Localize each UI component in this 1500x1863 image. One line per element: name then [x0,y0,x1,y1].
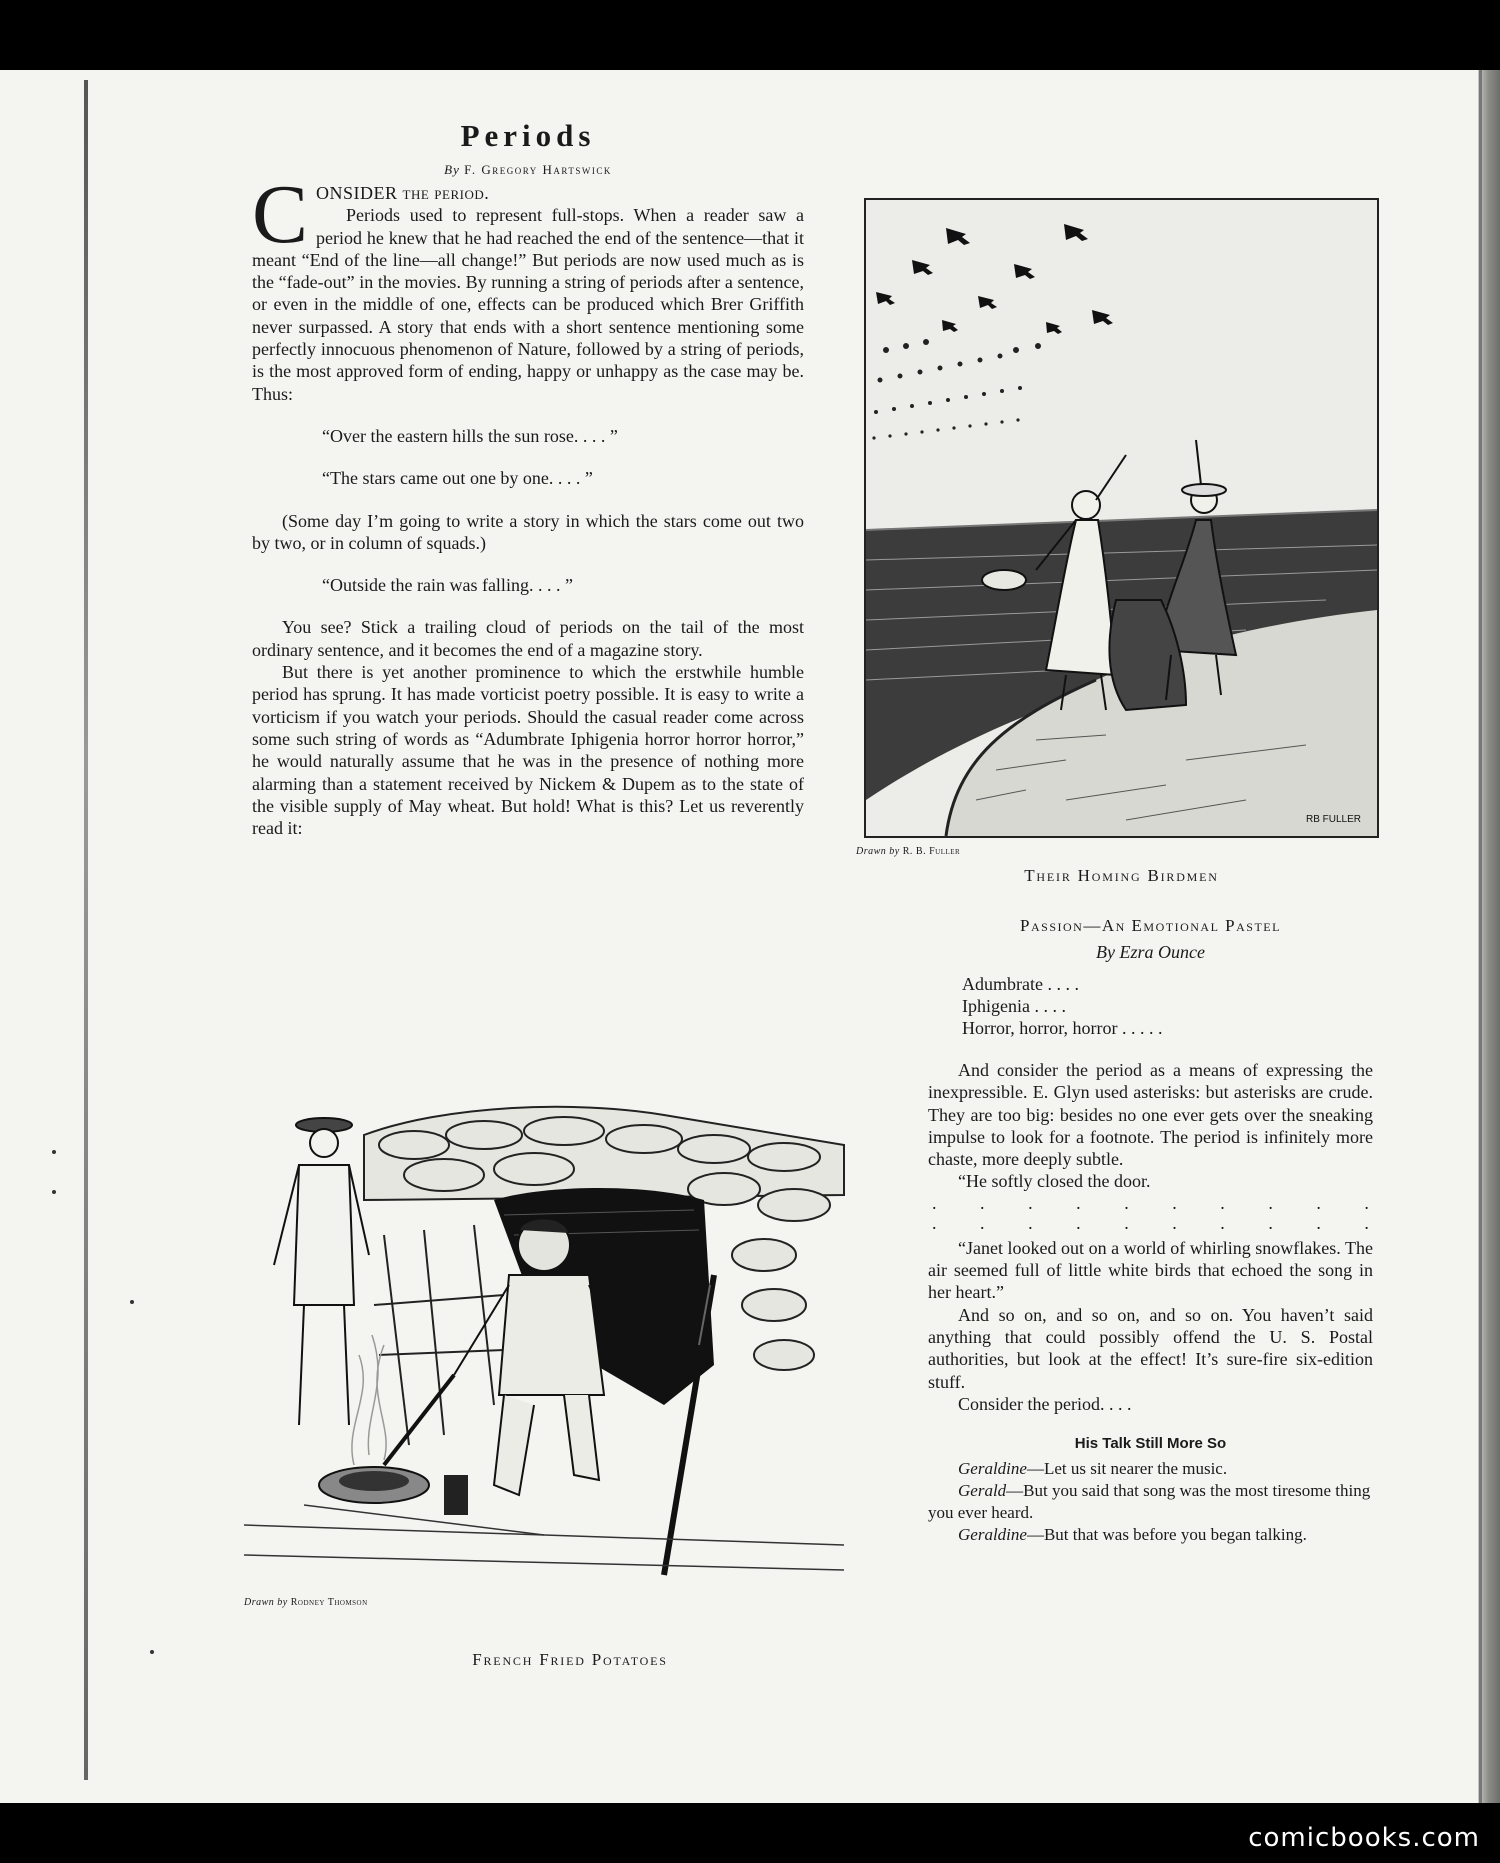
byline-author: F. Gregory Hartswick [464,162,612,177]
period-dot: . [1220,1192,1225,1213]
period-dot: . [1076,1192,1081,1213]
credit-prefix: Drawn by [244,1597,288,1608]
illustration-french-fried-potatoes [244,1105,864,1585]
illustration-caption-top: Their Homing Birdmen [1024,866,1219,885]
illustration-credit-top [856,846,960,857]
period-dot: . [1028,1192,1033,1213]
paragraph: Consider the period. . . . [958,1393,1132,1414]
period-dot: . [1028,1212,1033,1233]
trench-drawing [244,1105,864,1585]
paragraph: But there is yet another prominence to which the erstwhile humble period has sprung. It has made vorticist poetry possible. It is easy to write a vorticism if you watch your periods. Should the casual reader come across some such string of words as “Adumbrate Iphigenia horror horror horror,” he would naturally assume that he was in the presence of nothing more alarming than a statement received by Nickem & Dupem as to the state of the visible supply of May wheat. But hold! What is this? Let us reverently read it: [252,662,804,839]
credit-artist: R. B. Fuller [902,846,961,857]
poem-line: Iphigenia . . . . [962,996,1066,1016]
period-row [928,1193,1373,1213]
poem-body [962,973,1373,1039]
quote: “Outside the rain was falling. . . . ” [322,575,573,596]
illustration-caption-bottom: French Fried Potatoes [472,1650,668,1669]
joke-body [928,1458,1373,1546]
birdmen-drawing [866,200,1377,836]
page-gutter-left [84,80,88,1780]
period-dot: . [1364,1192,1369,1213]
quote: “He softly closed the door. [958,1171,1151,1192]
dialog-line [928,1458,1373,1480]
article-byline [252,162,804,178]
byline-prefix: By [444,162,460,177]
poem-title: Passion—An Emotional Pastel [1020,916,1281,935]
paragraph: Periods used to represent full-stops. When a reader saw a period he knew that he had reached the end of the sentence—that it meant “End of the line—all change!” But periods are now used much as is the “fade-out” in the movies. By running a string of periods after a sentence, or even in the middle of one, effects can be produced which Brer Griffith never surpassed. A story that ends with a short sentence mentioning some perfectly innocuous phenomenon of Nature, followed by a string of periods, is the most approved form of ending, happy or unhappy as the case may be. Thus: [252,205,804,404]
article-column [252,118,804,839]
period-dot: . [980,1192,985,1213]
speaker: Geraldine [958,1459,1027,1479]
speaker: Gerald [958,1481,1007,1501]
period-dot: . [1316,1192,1321,1213]
illustration-credit-bottom [244,1597,368,1608]
period-dot: . [1124,1192,1129,1213]
poem-line: Horror, horror, horror . . . . . [962,1018,1163,1038]
watermark-logo: comicbooks.com [1248,1823,1480,1853]
article-title: Periods [460,118,596,153]
print-speck [150,1650,154,1654]
joke-title: His Talk Still More So [1074,1435,1227,1453]
period-dot: . [932,1212,937,1233]
page-edge-line [1479,70,1482,1803]
drop-cap: C [252,168,309,261]
period-dot: . [1268,1192,1273,1213]
period-dot: . [980,1212,985,1233]
period-dot: . [1364,1212,1369,1233]
print-speck [52,1190,56,1194]
period-dot: . [1220,1212,1225,1233]
period-row [928,1213,1373,1233]
period-dot: . [932,1192,937,1213]
credit-artist: Rodney Thomson [290,1597,368,1608]
dialog-line [928,1524,1373,1546]
paragraph: You see? Stick a trailing cloud of periods on the tail of the most ordinary sentence, and it becomes the end of a magazine story. [252,617,804,660]
period-dot: . [1076,1212,1081,1233]
credit-prefix: Drawn by [856,846,900,857]
dialog-text: —Let us sit nearer the music. [1026,1459,1228,1479]
dialog-text: —But you said that song was the most tiresome thing you ever heard. [928,1481,1371,1523]
artist-signature: RB FULLER [1306,814,1362,825]
paragraph: And so on, and so on, and so on. You haven’t said anything that could possibly offend the U. S. Postal authorities, but look at the effect! It’s sure-fire six-edition stuff. [928,1304,1373,1392]
period-dot: . [1172,1192,1177,1213]
speaker: Geraldine [958,1525,1027,1545]
dialog-line [928,1480,1373,1524]
paragraph: “Janet looked out on a world of whirling snowflakes. The air seemed full of little white birds that echoed the song in her heart.” [928,1237,1373,1303]
opening-line: ONSIDER the period. [316,183,490,203]
period-dot: . [1268,1212,1273,1233]
poem-column [928,916,1373,1546]
period-dot: . [1316,1212,1321,1233]
period-dot: . [1124,1212,1129,1233]
paragraph: (Some day I’m going to write a story in which the stars come out two by two, or in column of squads.) [252,510,804,553]
quote: “The stars came out one by one. . . . ” [322,468,593,489]
dialog-text: —But that was before you began talking. [1026,1525,1307,1545]
quote: “Over the eastern hills the sun rose. . . . ” [322,425,618,446]
print-speck [52,1150,56,1154]
paragraph: And consider the period as a means of expressing the inexpressible. E. Glyn used asterisks: but asterisks are crude. They are too big: besides no one ever gets over the sneaking impulse to look for a footnote. The period is infinitely more chaste, more deeply subtle. [928,1060,1373,1170]
print-speck [130,1300,134,1304]
illustration-homing-birdmen [864,198,1379,838]
period-dot: . [1172,1212,1177,1233]
poem-byline: By Ezra Ounce [1096,942,1205,962]
poem-line: Adumbrate . . . . [962,974,1079,994]
